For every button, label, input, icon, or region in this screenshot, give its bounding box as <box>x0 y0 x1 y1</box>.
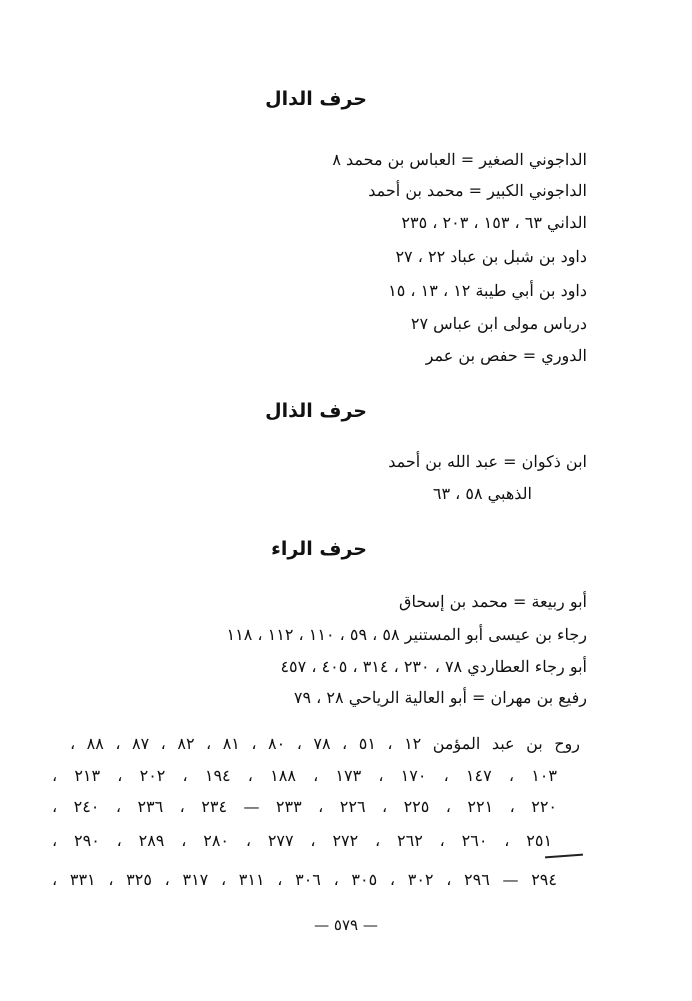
index-entry: رجاء بن عيسى أبو المستنير ٥٨ ، ٥٩ ، ١١٠ ، ١١٢ ، ١١٨ <box>226 625 587 644</box>
pen-mark <box>545 854 583 859</box>
index-entry: أبو ربيعة = محمد بن إسحاق <box>399 592 587 611</box>
index-entry: الدوري = حفص بن عمر <box>425 346 587 365</box>
page-number: — ٥٧٩ — <box>314 916 378 934</box>
index-entry: داود بن شبل بن عباد ٢٢ ، ٢٧ <box>395 247 587 266</box>
section-heading-dhal: حرف الذال <box>265 400 367 422</box>
index-entry: الداني ٦٣ ، ١٥٣ ، ٢٠٣ ، ٢٣٥ <box>401 213 587 232</box>
index-entry: الداجوني الصغير = العباس بن محمد ٨ <box>332 150 587 169</box>
index-entry-continued: ٢٢٠ ، ٢٢١ ، ٢٢٥ ، ٢٢٦ ، ٢٣٣ — ٢٣٤ ، ٢٣٦ ، ٢٤٠ ، <box>52 797 558 816</box>
index-entry: رفيع بن مهران = أبو العالية الرياحي ٢٨ ، ٧٩ <box>293 688 587 707</box>
index-entry: أبو رجاء العطاردي ٧٨ ، ٢٣٠ ، ٣١٤ ، ٤٠٥ ، ٤٥٧ <box>280 657 587 676</box>
index-entry: ابن ذكوان = عبد الله بن أحمد <box>388 452 587 471</box>
section-heading-ra: حرف الراء <box>271 538 367 560</box>
index-entry: داود بن أبي طيبة ١٢ ، ١٣ ، ١٥ <box>388 281 587 300</box>
section-heading-dal: حرف الدال <box>265 88 367 110</box>
index-entry: درباس مولى ابن عباس ٢٧ <box>410 314 587 333</box>
index-entry-continued: ٢٩٤ — ٢٩٦ ، ٣٠٢ ، ٣٠٥ ، ٣٠٦ ، ٣١١ ، ٣١٧ ، ٣٢٥ ، ٣٣١ ، <box>52 870 557 889</box>
index-entry-continued: ٢٥١ ، ٢٦٠ ، ٢٦٢ ، ٢٧٢ ، ٢٧٧ ، ٢٨٠ ، ٢٨٩ ، ٢٩٠ ، <box>52 831 553 850</box>
index-entry-continued: روح بن عبد المؤمن ١٢ ، ٥١ ، ٧٨ ، ٨٠ ، ٨١ ، ٨٢ ، ٨٧ ، ٨٨ ، <box>70 734 580 753</box>
index-entry: الداجوني الكبير = محمد بن أحمد <box>368 181 587 200</box>
index-entry-continued: ١٠٣ ، ١٤٧ ، ١٧٠ ، ١٧٣ ، ١٨٨ ، ١٩٤ ، ٢٠٢ ، ٢١٣ ، <box>52 766 557 785</box>
index-entry: الذهبي ٥٨ ، ٦٣ <box>432 484 532 503</box>
